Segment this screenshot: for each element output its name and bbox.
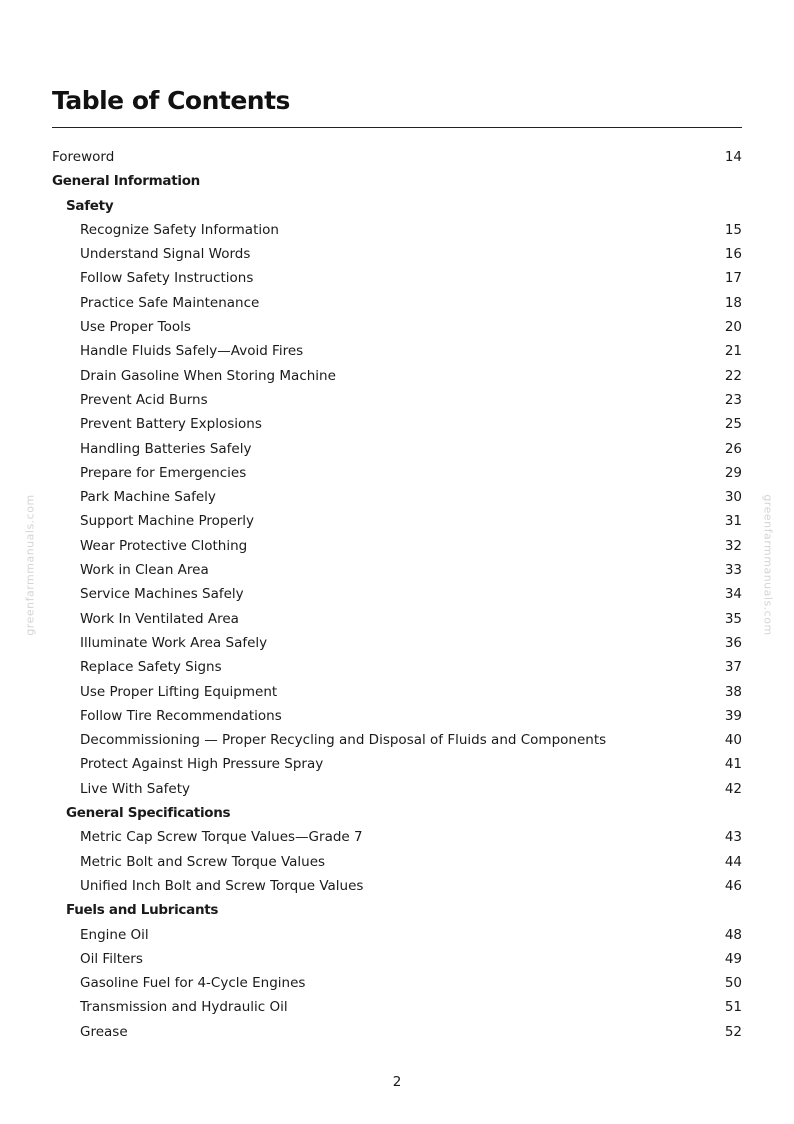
- toc-entry[interactable]: [52, 1020, 742, 1044]
- toc-entry-page: 37: [724, 659, 742, 676]
- toc-entry-label: Service Machines Safely: [80, 586, 244, 603]
- toc-section-label: Safety: [66, 197, 114, 214]
- toc-entry-label: Protect Against High Pressure Spray: [80, 756, 324, 773]
- page-title: Table of Contents: [52, 86, 290, 115]
- toc-entry-label: Replace Safety Signs: [80, 659, 222, 676]
- toc-section-general-specifications[interactable]: [52, 801, 742, 825]
- toc-entry[interactable]: [52, 242, 742, 266]
- toc-entry[interactable]: [52, 947, 742, 971]
- toc-entry[interactable]: [52, 485, 742, 509]
- toc-entry-label: Transmission and Hydraulic Oil: [80, 999, 288, 1016]
- toc-entry-page: 23: [724, 391, 742, 408]
- toc-entry-label: Handling Batteries Safely: [80, 440, 252, 457]
- toc-entry-label: Prevent Acid Burns: [80, 391, 208, 408]
- toc-entry-page: 34: [724, 586, 742, 603]
- toc-entry[interactable]: [52, 509, 742, 533]
- toc-entry[interactable]: [52, 315, 742, 339]
- toc-entry[interactable]: [52, 266, 742, 290]
- toc-entry[interactable]: [52, 704, 742, 728]
- toc-entry-page: 22: [724, 367, 742, 384]
- toc-entry[interactable]: [52, 461, 742, 485]
- toc-entry[interactable]: [52, 534, 742, 558]
- toc-entry-page: 35: [724, 610, 742, 627]
- toc-section-label: General Information: [52, 173, 200, 190]
- toc-entry[interactable]: [52, 971, 742, 995]
- toc-entry[interactable]: [52, 412, 742, 436]
- toc-entry-page: 46: [724, 877, 742, 894]
- toc-entry[interactable]: [52, 437, 742, 461]
- toc-entry[interactable]: [52, 850, 742, 874]
- toc-entry[interactable]: [52, 655, 742, 679]
- toc-entry-label: Support Machine Properly: [80, 513, 255, 530]
- page-number: 2: [392, 1074, 402, 1090]
- watermark-left: greenfarmmanuals.com: [23, 494, 37, 636]
- toc-entry[interactable]: [52, 874, 742, 898]
- toc-entry-label: Work in Clean Area: [80, 562, 209, 579]
- watermark-right: greenfarmmanuals.com: [761, 494, 775, 636]
- toc-entry-page: 39: [724, 707, 742, 724]
- toc-entry-label: Use Proper Tools: [80, 319, 191, 336]
- toc-entry-label: Recognize Safety Information: [80, 221, 279, 238]
- toc-entry-label: Understand Signal Words: [80, 246, 251, 263]
- toc-entry-page: 32: [724, 537, 742, 554]
- toc-entry[interactable]: [52, 607, 742, 631]
- toc-entry-page: 52: [724, 1023, 742, 1040]
- toc-entry[interactable]: [52, 752, 742, 776]
- toc-entry-label: Grease: [80, 1023, 128, 1040]
- toc-entry[interactable]: [52, 339, 742, 363]
- toc-list: [52, 145, 742, 1044]
- toc-entry-page: 43: [724, 829, 742, 846]
- toc-entry-label: Work In Ventilated Area: [80, 610, 239, 627]
- toc-section-fuels-and-lubricants[interactable]: [52, 898, 742, 922]
- toc-entry-label: Drain Gasoline When Storing Machine: [80, 367, 336, 384]
- toc-entry[interactable]: [52, 388, 742, 412]
- toc-entry-page: 29: [724, 464, 742, 481]
- toc-entry-label: Handle Fluids Safely—Avoid Fires: [80, 343, 304, 360]
- toc-entry[interactable]: [52, 364, 742, 388]
- toc-entry[interactable]: [52, 582, 742, 606]
- toc-entry-page: 17: [724, 270, 742, 287]
- toc-entry-label: Gasoline Fuel for 4-Cycle Engines: [80, 975, 306, 992]
- toc-entry-label: Metric Cap Screw Torque Values—Grade 7: [80, 829, 363, 846]
- toc-entry-label: Park Machine Safely: [80, 489, 216, 506]
- toc-entry[interactable]: [52, 558, 742, 582]
- toc-entry-label: Follow Safety Instructions: [80, 270, 254, 287]
- toc-entry[interactable]: [52, 728, 742, 752]
- toc-entry-page: 51: [724, 999, 742, 1016]
- toc-entry-label: Wear Protective Clothing: [80, 537, 248, 554]
- toc-entry-page: 33: [724, 562, 742, 579]
- toc-entry-page: 41: [724, 756, 742, 773]
- toc-entry-label: Unified Inch Bolt and Screw Torque Values: [80, 877, 364, 894]
- toc-entry[interactable]: [52, 680, 742, 704]
- toc-entry-page: 44: [724, 853, 742, 870]
- toc-entry[interactable]: [52, 825, 742, 849]
- toc-entry-page: 30: [724, 489, 742, 506]
- toc-entry-page: 42: [724, 780, 742, 797]
- toc-entry-page: 21: [724, 343, 742, 360]
- toc-entry-label: Foreword: [52, 149, 115, 165]
- toc-entry-page: 16: [724, 246, 742, 263]
- toc-entry-page: 26: [724, 440, 742, 457]
- toc-entry-page: 18: [724, 294, 742, 311]
- toc-entry[interactable]: [52, 995, 742, 1019]
- toc-entry-page: 38: [724, 683, 742, 700]
- toc-entry[interactable]: [52, 291, 742, 315]
- toc-entry-page: 14: [724, 149, 742, 165]
- toc-entry-label: Illuminate Work Area Safely: [80, 634, 268, 651]
- toc-entry-page: 36: [724, 634, 742, 651]
- toc-entry-page: 50: [724, 975, 742, 992]
- toc-section-safety[interactable]: [52, 194, 742, 218]
- toc-section-label: Fuels and Lubricants: [66, 902, 219, 919]
- toc-entry[interactable]: [52, 631, 742, 655]
- toc-entry-label: Live With Safety: [80, 780, 190, 797]
- toc-entry-page: 48: [724, 926, 742, 943]
- toc-section-label: General Specifications: [66, 805, 231, 822]
- toc-entry-label: Practice Safe Maintenance: [80, 294, 260, 311]
- title-divider: [52, 127, 742, 128]
- toc-entry-label: Metric Bolt and Screw Torque Values: [80, 853, 326, 870]
- toc-entry-label: Oil Filters: [80, 950, 143, 967]
- toc-entry-label: Follow Tire Recommendations: [80, 707, 282, 724]
- toc-entry-page: 15: [724, 221, 742, 238]
- toc-entry-label: Use Proper Lifting Equipment: [80, 683, 278, 700]
- toc-entry-page: 20: [724, 319, 742, 336]
- toc-entry[interactable]: [52, 923, 742, 947]
- toc-section-general-information[interactable]: [52, 169, 742, 193]
- toc-entry-page: 31: [724, 513, 742, 530]
- toc-entry-label: Prepare for Emergencies: [80, 464, 247, 481]
- toc-entry-label: Decommissioning — Proper Recycling and Disposal of Fluids and Components: [80, 732, 607, 749]
- toc-entry-page: 25: [724, 416, 742, 433]
- toc-entry[interactable]: [52, 777, 742, 801]
- toc-entry-foreword[interactable]: [52, 145, 742, 169]
- toc-entry-label: Engine Oil: [80, 926, 149, 943]
- toc-entry[interactable]: [52, 218, 742, 242]
- toc-entry-page: 40: [724, 732, 742, 749]
- toc-entry-label: Prevent Battery Explosions: [80, 416, 262, 433]
- toc-entry-page: 49: [724, 950, 742, 967]
